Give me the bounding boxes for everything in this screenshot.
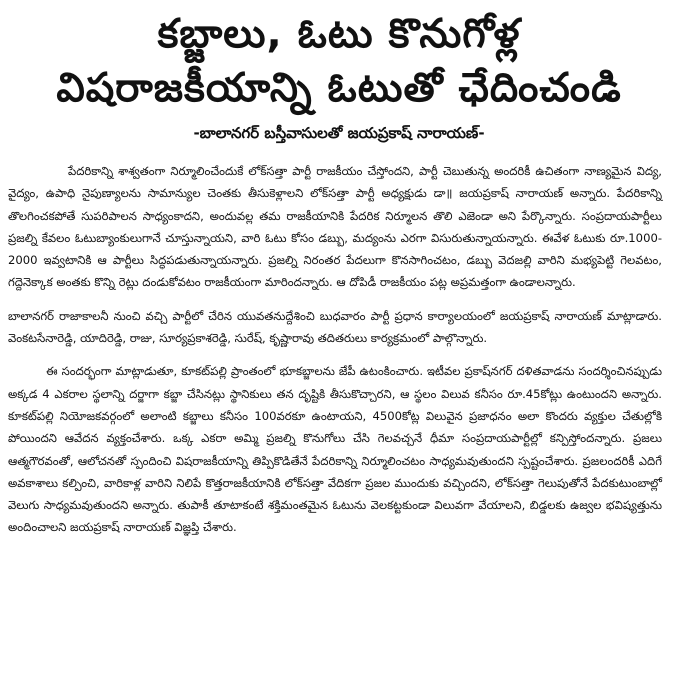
byline: -బాలానగర్ బస్తీవాసులతో జయప్రకాష్ నారాయణ్-: [193, 124, 485, 142]
paragraph-2: బాలానగర్ రాజాకాలనీ నుంచి వచ్చి పార్టీలో చేరిన యువతనుద్దేశించి బుధవారం పార్టీ ప్రధాన కార్యాలయంలో జయప్రకాష్ నారాయణ్ మాట్లాడారు. వెంకటసేనారెడ్డి, యాదిరెడ్డి, రాజు, సూర్యప్రకాశరెడ్డి, సురేష్, కృష్ణారావు తదితరులు కార్యక్రమంలో పాల్గొన్నారు.: [8, 308, 662, 346]
article-body: [8, 160, 662, 550]
paragraph-3: ఈ సందర్భంగా మాట్లాడుతూ, కూకట్‌పల్లి ప్రాంతంలో భూకబ్జాలను జేపీ ఉటంకించారు. ఇటీవల ప్రకాష్‌నగర్ దళితవాడను సందర్శించినప్పుడు అక్కడ 4 ఎకరాల స్థలాన్ని దర్జాగా కబ్జా చేసినట్లు స్థానికులు తన దృష్టికి తీసుకొచ్చారని, ఆ స్థలం విలువ కనీసం రూ.45కోట్లు ఉంటుందని అన్నారు. కూకట్‌పల్లి నియోజకవర్గంలో అలాంటి కబ్జాలు కనీసం 100వరకూ ఉంటాయని, 4500కోట్ల విలువైన ప్రజాధనం అలా కొందరు వ్యక్తుల చేతుల్లోకి పోయిందని ఆవేదన వ్యక్తంచేశారు. ఒక్క ఎకరా అమ్మి ప్రజల్ని కొనుగోలు చేసి గెలవచ్చనే ధీమా సంప్రదాయపార్టీల్లో కన్పిస్తోందన్నారు. ప్రజలు ఆత్మగౌరవంతో, ఆలోచనతో స్పందించి విషరాజకీయాన్ని తిప్పికొడితేనే పేదరికాన్ని నిర్మూలించటం సాధ్యమవుతుందని స్పష్టంచేశారు. ప్రజలందరికీ ఎదిగే అవకాశాలు కల్పించి, వారికాళ్ల వారిని నిలిపే కొత్తరాజకీయానికి లోక్‌సత్తా వేదికగా ప్రజల ముందుకు వచ్చిందని, లోక్‌సత్తా గెలుపుతోనే పేదకుటుంబాల్లో వెలుగు సాధ్యమవుతుందని అన్నారు. తుపాకీ తూటాకంటే శక్తిమంతమైన ఓటును వెలకట్టకుండా విలువగా వేయాలని, బిడ్డలకు ఉజ్వల భవిష్యత్తును అందించాలని జయప్రకాష్ నారాయణ్ విజ్ఞప్తి చేశారు.: [8, 364, 662, 535]
headline-line-2: విషరాజకీయాన్ని ఓటుతో ఛేదించండి: [56, 65, 622, 111]
paragraph-1: పేదరికాన్ని శాశ్వతంగా నిర్మూలించేందుకే లోక్‌సత్తా పార్టీ రాజకీయం చేస్తోందని, పార్టీ చెబుతున్న అందరికీ ఉచితంగా నాణ్యమైన విద్య, వైద్యం, ఉపాధి నైపుణ్యాలను సామాన్యుల చెంతకు తీసుకెళ్లాలని లోక్‌సత్తా పార్టీ అధ్యక్షుడు డా॥ జయప్రకాష్ నారాయణ్ అన్నారు. పేదరికాన్ని తొలగించకపోతే సుపరిపాలన సాధ్యంకాదని, అందువల్ల తమ రాజకీయానికి పేదరిక నిర్మూలన తొలి ఎజెండా అని పేర్కొన్నారు. సంప్రదాయపార్టీలు ప్రజల్ని కేవలం ఓటుబ్యాంకులుగానే చూస్తున్నాయని, వారి ఓటు కోసం డబ్బు, మద్యంను ఎరగా విసురుతున్నాయన్నారు. ఈవేళ ఓటుకు రూ.1000-2000 ఇవ్వటానికి ఆ పార్టీలు సిద్ధపడుతున్నాయన్నారు. ప్రజల్ని నిరంతర పేదలుగా కొనసాగించటం, డబ్బు వెదజల్లి వారిని మభ్యపెట్టి గెలవటం, గద్దెనెక్కాక అంతకు కొన్ని రెట్లు దండుకోవటం రాజకీయంగా మారిందన్నారు. ఆ దోపిడీ రాజకీయం పట్ల అప్రమత్తంగా ఉండాలన్నారు.: [8, 164, 662, 290]
headline-line-1: కబ్జాలు, ఓటు కొనుగోళ్ల: [157, 11, 521, 57]
